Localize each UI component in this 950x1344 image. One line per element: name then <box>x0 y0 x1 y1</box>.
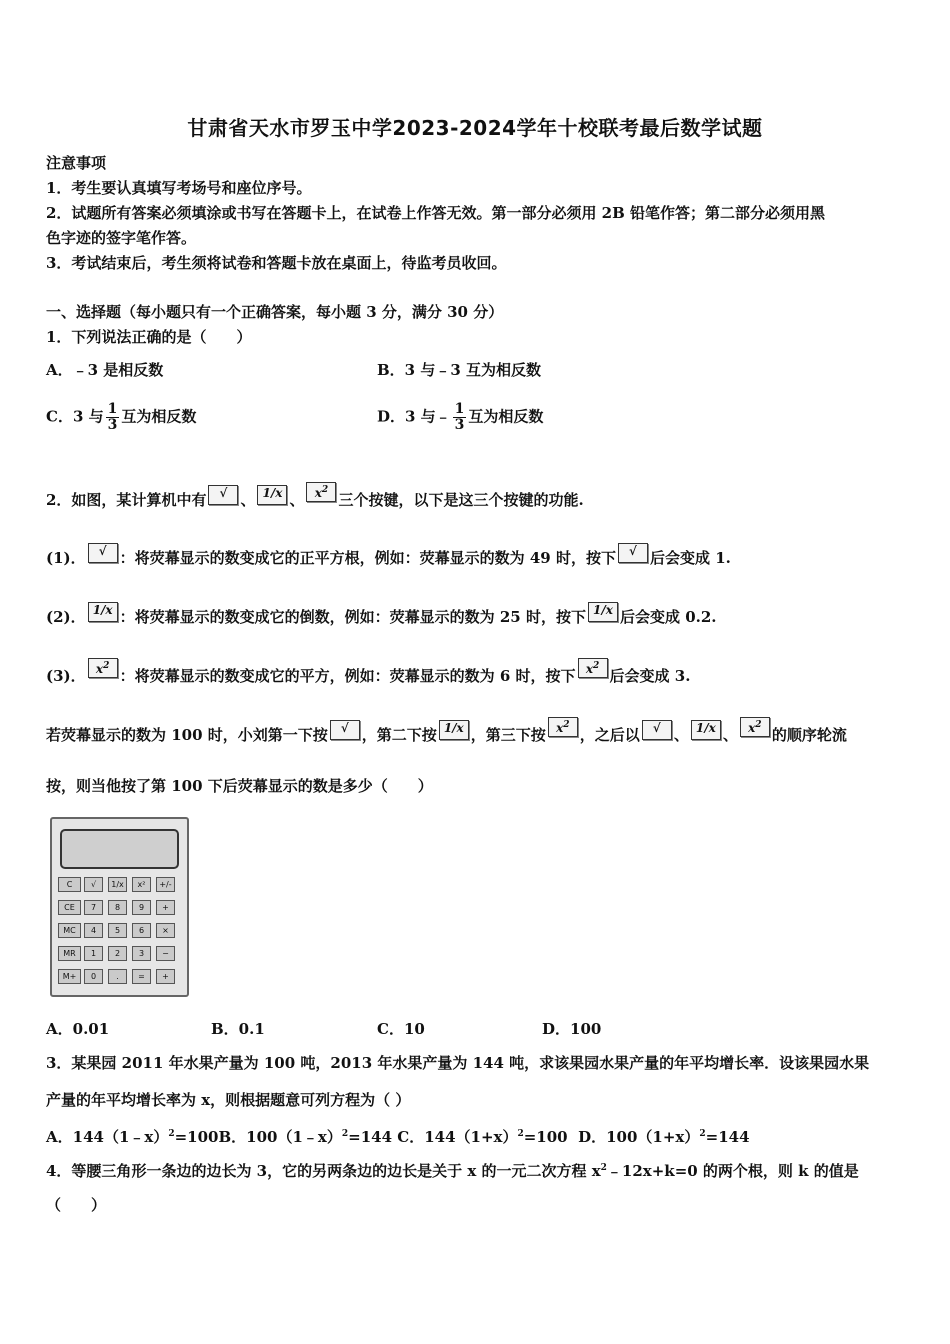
calculator-key: 1 <box>84 946 103 961</box>
calculator-key: 6 <box>132 923 151 938</box>
calculator-figure <box>50 817 189 997</box>
separator: 、 <box>722 726 738 744</box>
calculator-key: MC <box>58 923 81 938</box>
f2-text: ：将荧幕显示的数变成它的倒数，例如：荧幕显示的数为 25 时，按下 <box>119 608 586 626</box>
square-key-label: x <box>556 721 564 735</box>
q2-option-b: B．0.1 <box>211 1020 265 1038</box>
calculator-key: 0 <box>84 969 103 984</box>
q3-option-d-eq: =144 <box>705 1128 750 1146</box>
q4-stem-line-1 <box>46 1158 859 1181</box>
q1-option-a: A．﹣3 是相反数 <box>46 361 164 379</box>
q3-option-c-eq: =100 <box>523 1128 568 1146</box>
square-key-exponent: 2 <box>563 720 570 730</box>
calculator-key: = <box>132 969 151 984</box>
square-key-label: x <box>95 662 104 676</box>
q1-d-fraction <box>453 402 467 433</box>
q1-option-c <box>46 402 196 433</box>
notice-item-1: 1．考生要认真填写考场号和座位序号。 <box>46 179 312 197</box>
fraction-numerator: 1 <box>454 401 465 417</box>
reciprocal-key-label: 1/x <box>593 603 613 617</box>
reciprocal-key-label: 1/x <box>92 603 113 617</box>
calculator-key: C <box>58 877 81 892</box>
q2-ask: 按，则当他按了第 100 下后荧幕显示的数是多少（ ） <box>46 777 433 795</box>
q3-option-b-eq: =144 <box>348 1128 393 1146</box>
calculator-key: 2 <box>108 946 127 961</box>
q2-option-c: C．10 <box>377 1020 425 1038</box>
reciprocal-key-label: 1/x <box>443 721 464 735</box>
square-key-exponent: 2 <box>321 485 329 495</box>
sqrt-key-label: √ <box>98 544 107 558</box>
q2-stem-suffix: 三个按键，以下是这三个按键的功能. <box>338 491 584 509</box>
cond-third: ，第三下按 <box>470 726 546 744</box>
cond-prefix: 若荧幕显示的数为 100 时，小刘第一下按 <box>46 726 328 744</box>
q1-c-prefix: C．3 与 <box>46 407 104 426</box>
q2-condition <box>46 720 847 750</box>
cond-second: ，第二下按 <box>361 726 437 744</box>
f3-text: ：将荧幕显示的数变成它的平方，例如：荧幕显示的数为 6 时，按下 <box>119 667 576 685</box>
calculator-screen <box>60 829 179 869</box>
q1-c-fraction <box>106 402 120 433</box>
q2-option-d: D．100 <box>542 1020 602 1038</box>
separator: 、 <box>673 726 689 744</box>
exponent: 2 <box>600 1163 607 1173</box>
sqrt-key-label: √ <box>629 544 637 558</box>
calculator-key: M+ <box>58 969 81 984</box>
reciprocal-key-icon <box>588 602 618 622</box>
cond-order: 的顺序轮流 <box>771 726 847 744</box>
q3-option-b: B．100（1﹣x） <box>218 1128 342 1146</box>
calculator-key: CE <box>58 900 81 915</box>
exponent: 2 <box>517 1129 524 1139</box>
sqrt-key-icon <box>642 720 672 740</box>
calculator-key: MR <box>58 946 81 961</box>
square-key-icon <box>578 658 608 678</box>
notice-heading: 注意事项 <box>46 154 107 172</box>
square-key-exponent: 2 <box>103 661 110 671</box>
q1-c-suffix: 互为相反数 <box>121 407 197 426</box>
notice-item-3: 3．考试结束后，考生须将试卷和答题卡放在桌面上，待监考员收回。 <box>46 254 507 272</box>
calculator-key: × <box>156 923 175 938</box>
q1-stem: 1．下列说法正确的是（ ） <box>46 328 252 346</box>
q1-option-d <box>377 402 543 433</box>
q3-stem-line-2: 产量的年平均增长率为 x，则根据题意可列方程为（ ） <box>46 1091 411 1109</box>
calculator-key: 1/x <box>108 877 127 892</box>
fraction-denominator: 3 <box>107 417 118 433</box>
reciprocal-key-label: 1/x <box>262 486 283 500</box>
f1-suffix: 后会变成 1. <box>649 549 731 567</box>
square-key-exponent: 2 <box>755 720 762 730</box>
notice-item-2: 2．试题所有答案必须填涂或书写在答题卡上，在试卷上作答无效。第一部分必须用 2B 铅笔作答；第二部分必须用黑 <box>46 204 826 222</box>
calculator-key: √ <box>84 877 103 892</box>
fraction-numerator: 1 <box>107 401 118 417</box>
reciprocal-key-icon <box>439 720 469 740</box>
q4-stem-line-2: （ ） <box>46 1196 107 1214</box>
q4-suffix: ﹣12x+k=0 的两个根，则 k 的值是 <box>606 1162 859 1180</box>
q4-prefix: 4．等腰三角形一条边的边长为 3，它的另两条边的边长是关于 x 的一元二次方程 x <box>46 1162 601 1180</box>
q2-stem-prefix: 2．如图，某计算机中有 <box>46 491 207 509</box>
square-key-label: x <box>748 721 756 735</box>
calculator-key: + <box>156 969 175 984</box>
reciprocal-key-icon <box>257 485 287 505</box>
cond-after: ，之后以 <box>579 726 640 744</box>
q3-option-a: A．144（1﹣x） <box>46 1128 169 1146</box>
calculator-key: − <box>156 946 175 961</box>
f3-prefix: (3)． <box>46 667 86 685</box>
sqrt-key-label: √ <box>340 721 349 735</box>
square-key-label: x <box>314 486 322 500</box>
calculator-key: + <box>156 900 175 915</box>
reciprocal-key-icon <box>88 602 118 622</box>
page-title: 甘肃省天水市罗玉中学2023-2024学年十校联考最后数学试题 <box>187 116 763 140</box>
square-key-label: x <box>585 662 593 676</box>
q3-options <box>46 1124 750 1147</box>
calculator-key: . <box>108 969 127 984</box>
exponent: 2 <box>699 1129 706 1139</box>
q2-function-3 <box>46 661 691 688</box>
calculator-key: 8 <box>108 900 127 915</box>
f3-suffix: 后会变成 3. <box>609 667 691 685</box>
fraction-denominator: 3 <box>454 417 465 433</box>
calculator-key: 9 <box>132 900 151 915</box>
exponent: 2 <box>168 1129 175 1139</box>
q3-option-a-eq: =100 <box>174 1128 219 1146</box>
calculator-key: 5 <box>108 923 127 938</box>
square-key-icon <box>306 482 336 502</box>
reciprocal-key-icon <box>691 720 721 740</box>
calculator-key: 7 <box>84 900 103 915</box>
q2-function-1 <box>46 544 731 573</box>
f2-prefix: (2)． <box>46 608 86 626</box>
q3-option-d: D．100（1+x） <box>578 1128 700 1146</box>
q3-option-c: C．144（1+x） <box>397 1128 518 1146</box>
sqrt-key-label: √ <box>652 721 661 735</box>
sqrt-key-icon <box>330 720 360 740</box>
f1-prefix: (1)． <box>46 549 86 567</box>
square-key-icon <box>88 658 118 678</box>
notice-item-2-cont: 色字迹的签字笔作答。 <box>46 229 197 247</box>
square-key-icon <box>548 717 578 737</box>
sqrt-key-icon <box>208 485 238 505</box>
q2-stem <box>46 485 584 515</box>
q1-option-b: B．3 与﹣3 互为相反数 <box>377 361 541 379</box>
section-heading: 一、选择题（每小题只有一个正确答案，每小题 3 分，满分 30 分） <box>46 303 504 321</box>
sqrt-key-icon <box>88 543 118 563</box>
square-key-icon <box>740 717 770 737</box>
sqrt-key-label: √ <box>219 486 228 500</box>
separator: 、 <box>289 491 305 509</box>
f1-text: ：将荧幕显示的数变成它的正平方根，例如：荧幕显示的数为 49 时，按下 <box>119 549 616 567</box>
calculator-key: 4 <box>84 923 103 938</box>
f2-suffix: 后会变成 0.2. <box>619 608 717 626</box>
q1-d-prefix: D．3 与﹣ <box>377 407 451 426</box>
separator: 、 <box>240 491 256 509</box>
calculator-key: +/- <box>156 877 175 892</box>
q2-option-a: A．0.01 <box>46 1020 110 1038</box>
sqrt-key-icon <box>618 543 648 563</box>
reciprocal-key-label: 1/x <box>695 721 716 735</box>
q2-function-2 <box>46 603 717 632</box>
exponent: 2 <box>341 1129 349 1139</box>
calculator-key: 3 <box>132 946 151 961</box>
q3-stem-line-1: 3．某果园 2011 年水果产量为 100 吨，2013 年水果产量为 144 吨，求该果园水果产量的年平均增长率．设该果园水果 <box>46 1054 870 1072</box>
calculator-key: x² <box>132 877 151 892</box>
square-key-exponent: 2 <box>592 661 600 671</box>
q1-d-suffix: 互为相反数 <box>468 407 544 426</box>
